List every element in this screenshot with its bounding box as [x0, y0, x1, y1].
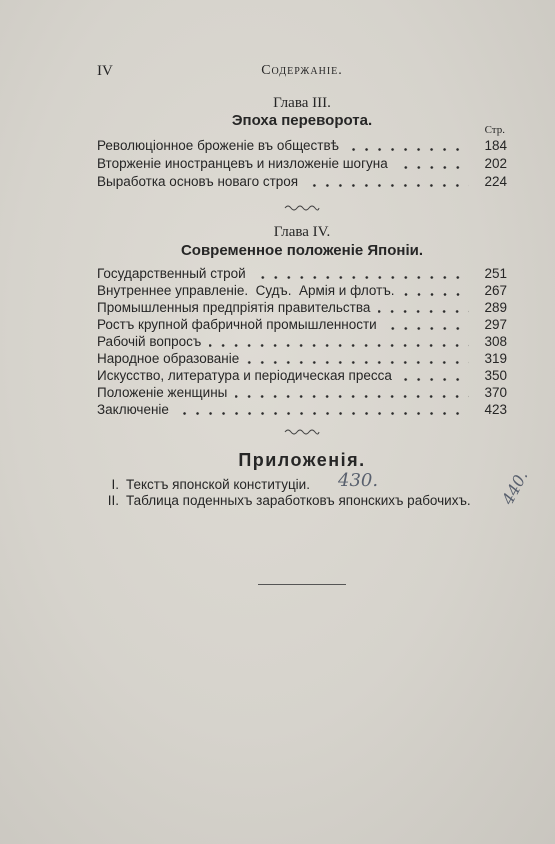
toc-entry-page: 184: [484, 138, 507, 153]
toc-entry: [97, 367, 507, 384]
toc-entry-page: 289: [484, 300, 507, 315]
wavy-divider: [284, 203, 320, 213]
dot-leader: [254, 276, 469, 279]
toc-entry-page: 370: [484, 385, 507, 400]
handwritten-page-note: 430.: [338, 470, 379, 491]
toc-entry-page: 350: [484, 368, 507, 383]
toc-entry-title: Ростъ крупной фабричной промышленности: [97, 317, 377, 332]
chapter-label: Глава IV.: [273, 224, 331, 240]
toc-entry-title: Государственный строй: [97, 266, 246, 281]
dot-leader: [247, 361, 469, 364]
toc-entry: [97, 265, 507, 282]
toc-entry: [97, 316, 507, 333]
toc-entry-title: Искусство, литература и періодическая пресса: [97, 368, 392, 383]
dot-leader: [306, 184, 469, 187]
dot-leader: [347, 148, 469, 151]
toc-entry: [97, 155, 507, 172]
appendix-entry-title: Текстъ японской конституціи.: [126, 477, 310, 492]
dot-leader: [396, 166, 469, 169]
appendix-title: Приложенія.: [238, 450, 366, 470]
toc-entry-title: Выработка основъ новаго строя: [97, 174, 299, 189]
appendix-numeral: I.: [111, 477, 119, 492]
page-numeral: IV: [97, 63, 113, 79]
toc-entry: [97, 401, 507, 418]
toc-entry-page: 297: [484, 317, 507, 332]
chapter-title: Эпоха переворота.: [231, 112, 373, 129]
page-title: Содержаніе.: [261, 63, 343, 78]
page-column-label: Стр.: [484, 124, 505, 136]
toc-entry-page: 308: [484, 334, 507, 349]
toc-entry: [97, 350, 507, 367]
toc-entry: [97, 384, 507, 401]
appendix-numeral: II.: [107, 493, 119, 508]
toc-entry-page: 251: [484, 266, 507, 281]
end-rule: [258, 584, 346, 585]
toc-entry: [97, 333, 507, 350]
toc-entry: [97, 299, 507, 316]
chapter-title: Современное положеніе Японіи.: [180, 242, 424, 259]
toc-entry-title: Революціонное броженіе въ обществѣ: [97, 138, 339, 153]
toc-entry-title: Положеніе женщины: [97, 385, 228, 400]
dot-leader: [177, 412, 469, 415]
toc-entry-title: Рабочій вопросъ: [97, 334, 202, 349]
toc-entry-page: 319: [484, 351, 507, 366]
chapter-label: Глава III.: [273, 95, 331, 111]
toc-entry-title: Вторженіе иностранцевъ и низложеніе шогуна: [97, 156, 388, 171]
toc-entry-title: Промышленныя предпріятія правительства: [97, 300, 371, 315]
dot-leader: [378, 310, 469, 313]
appendix-entry: [97, 476, 310, 493]
toc-entry-title: Внутреннее управленіе. Судъ. Армія и флотъ.: [97, 283, 395, 298]
toc-entry: [97, 137, 507, 154]
toc-entry-page: 423: [484, 402, 507, 417]
dot-leader: [400, 378, 469, 381]
handwritten-page-note: 440.: [498, 467, 532, 508]
dot-leader: [209, 344, 469, 347]
dot-leader: [403, 293, 469, 296]
toc-entry: [97, 173, 507, 190]
appendix-entry-title: Таблица поденныхъ заработковъ японскихъ рабочихъ.: [126, 493, 471, 508]
toc-entry-page: 202: [484, 156, 507, 171]
appendix-entry: [97, 492, 471, 509]
toc-entry-page: 267: [484, 283, 507, 298]
toc-entry-title: Народное образованіе: [97, 351, 240, 366]
dot-leader: [235, 395, 469, 398]
toc-entry-page: 224: [484, 174, 507, 189]
wavy-divider: [284, 427, 320, 437]
dot-leader: [385, 327, 469, 330]
toc-entry-title: Заключеніе: [97, 402, 169, 417]
toc-entry: [97, 282, 507, 299]
